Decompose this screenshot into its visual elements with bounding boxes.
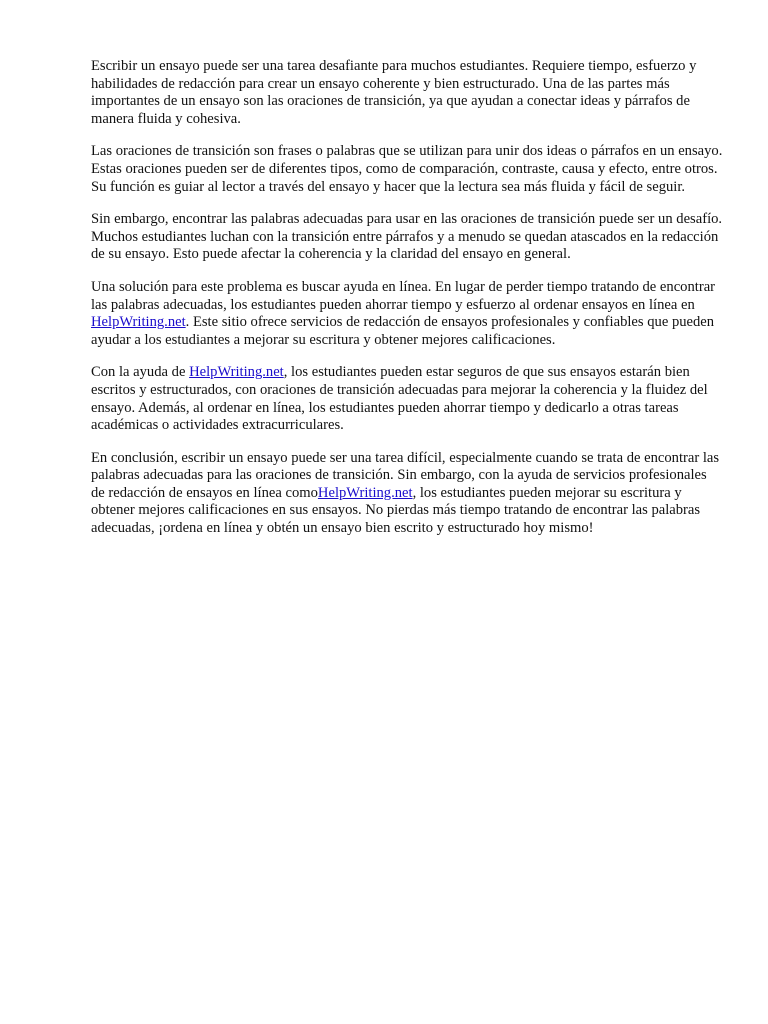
- paragraph-text-before: Una solución para este problema es buscar ayuda en línea. En lugar de perder tiempo tratando de encontrar las palabras adecuadas, los estudiantes pueden ahorrar tiempo y esfuerzo al ordenar ensayos en línea en: [91, 278, 716, 313]
- paragraph-intro: [91, 58, 723, 128]
- paragraph-conclusion: [91, 450, 723, 538]
- paragraph-challenge: [91, 211, 723, 264]
- document-body: [91, 58, 723, 553]
- helpwriting-link[interactable]: HelpWriting.net: [189, 364, 284, 381]
- paragraph-text-before: Con la ayuda de: [91, 364, 190, 381]
- paragraph-benefits: [91, 364, 723, 434]
- paragraph-text-after: . Este sitio ofrece servicios de redacción de ensayos profesionales y confiables que pueden ayudar a los estudiantes a mejorar su escritura y obtener mejores calificaciones.: [91, 314, 715, 348]
- paragraph-text-after: , los estudiantes pueden estar seguros de que sus ensayos estarán bien escritos y estructurados, con oraciones de transición adecuadas para mejorar la coherencia y la fluidez del ensayo. Además, al ordenar en línea, los estudiantes pueden ahorrar tiempo y dedicarlo a otras tareas académicas o actividades extracurriculares.: [91, 364, 708, 434]
- helpwriting-link[interactable]: HelpWriting.net: [317, 484, 413, 501]
- paragraph-text: Escribir un ensayo puede ser una tarea desafiante para muchos estudiantes. Requiere tiempo, esfuerzo y habilidades de redacción para crear un ensayo coherente y bien estructurado. Una de las partes más importantes de un ensayo son las oraciones de transición, ya que ayudan a conectar ideas y párrafos de manera fluida y cohesiva.: [91, 58, 697, 127]
- paragraph-definition: [91, 143, 723, 196]
- paragraph-text: Las oraciones de transición son frases o palabras que se utilizan para unir dos ideas o párrafos en un ensayo. Estas oraciones pueden ser de diferentes tipos, como de comparación, contraste, causa y efecto, entre otros. Su función es guiar al lector a través del ensayo y hacer que la lectura sea más fluida y fácil de seguir.: [91, 143, 723, 195]
- helpwriting-link[interactable]: HelpWriting.net: [91, 314, 186, 331]
- paragraph-text-before: En conclusión, escribir un ensayo puede ser una tarea difícil, especialmente cuando se trata de encontrar las palabras adecuadas para las oraciones de transición. Sin embargo, con la ayuda de servicios profesionales de redacción de ensayos en línea como: [91, 449, 720, 501]
- paragraph-text: Sin embargo, encontrar las palabras adecuadas para usar en las oraciones de transición puede ser un desafío. Muchos estudiantes luchan con la transición entre párrafos y a menudo se quedan atascados en la redacción de su ensayo. Esto puede afectar la coherencia y la claridad del ensayo en general.: [91, 211, 723, 263]
- paragraph-text-after: , los estudiantes pueden mejorar su escritura y obtener mejores calificaciones en sus ensayos. No pierdas más tiempo tratando de encontrar las palabras adecuadas, ¡ordena en línea y obtén un ensayo bien escrito y estructurado hoy mismo!: [91, 484, 701, 537]
- paragraph-solution: [91, 279, 723, 349]
